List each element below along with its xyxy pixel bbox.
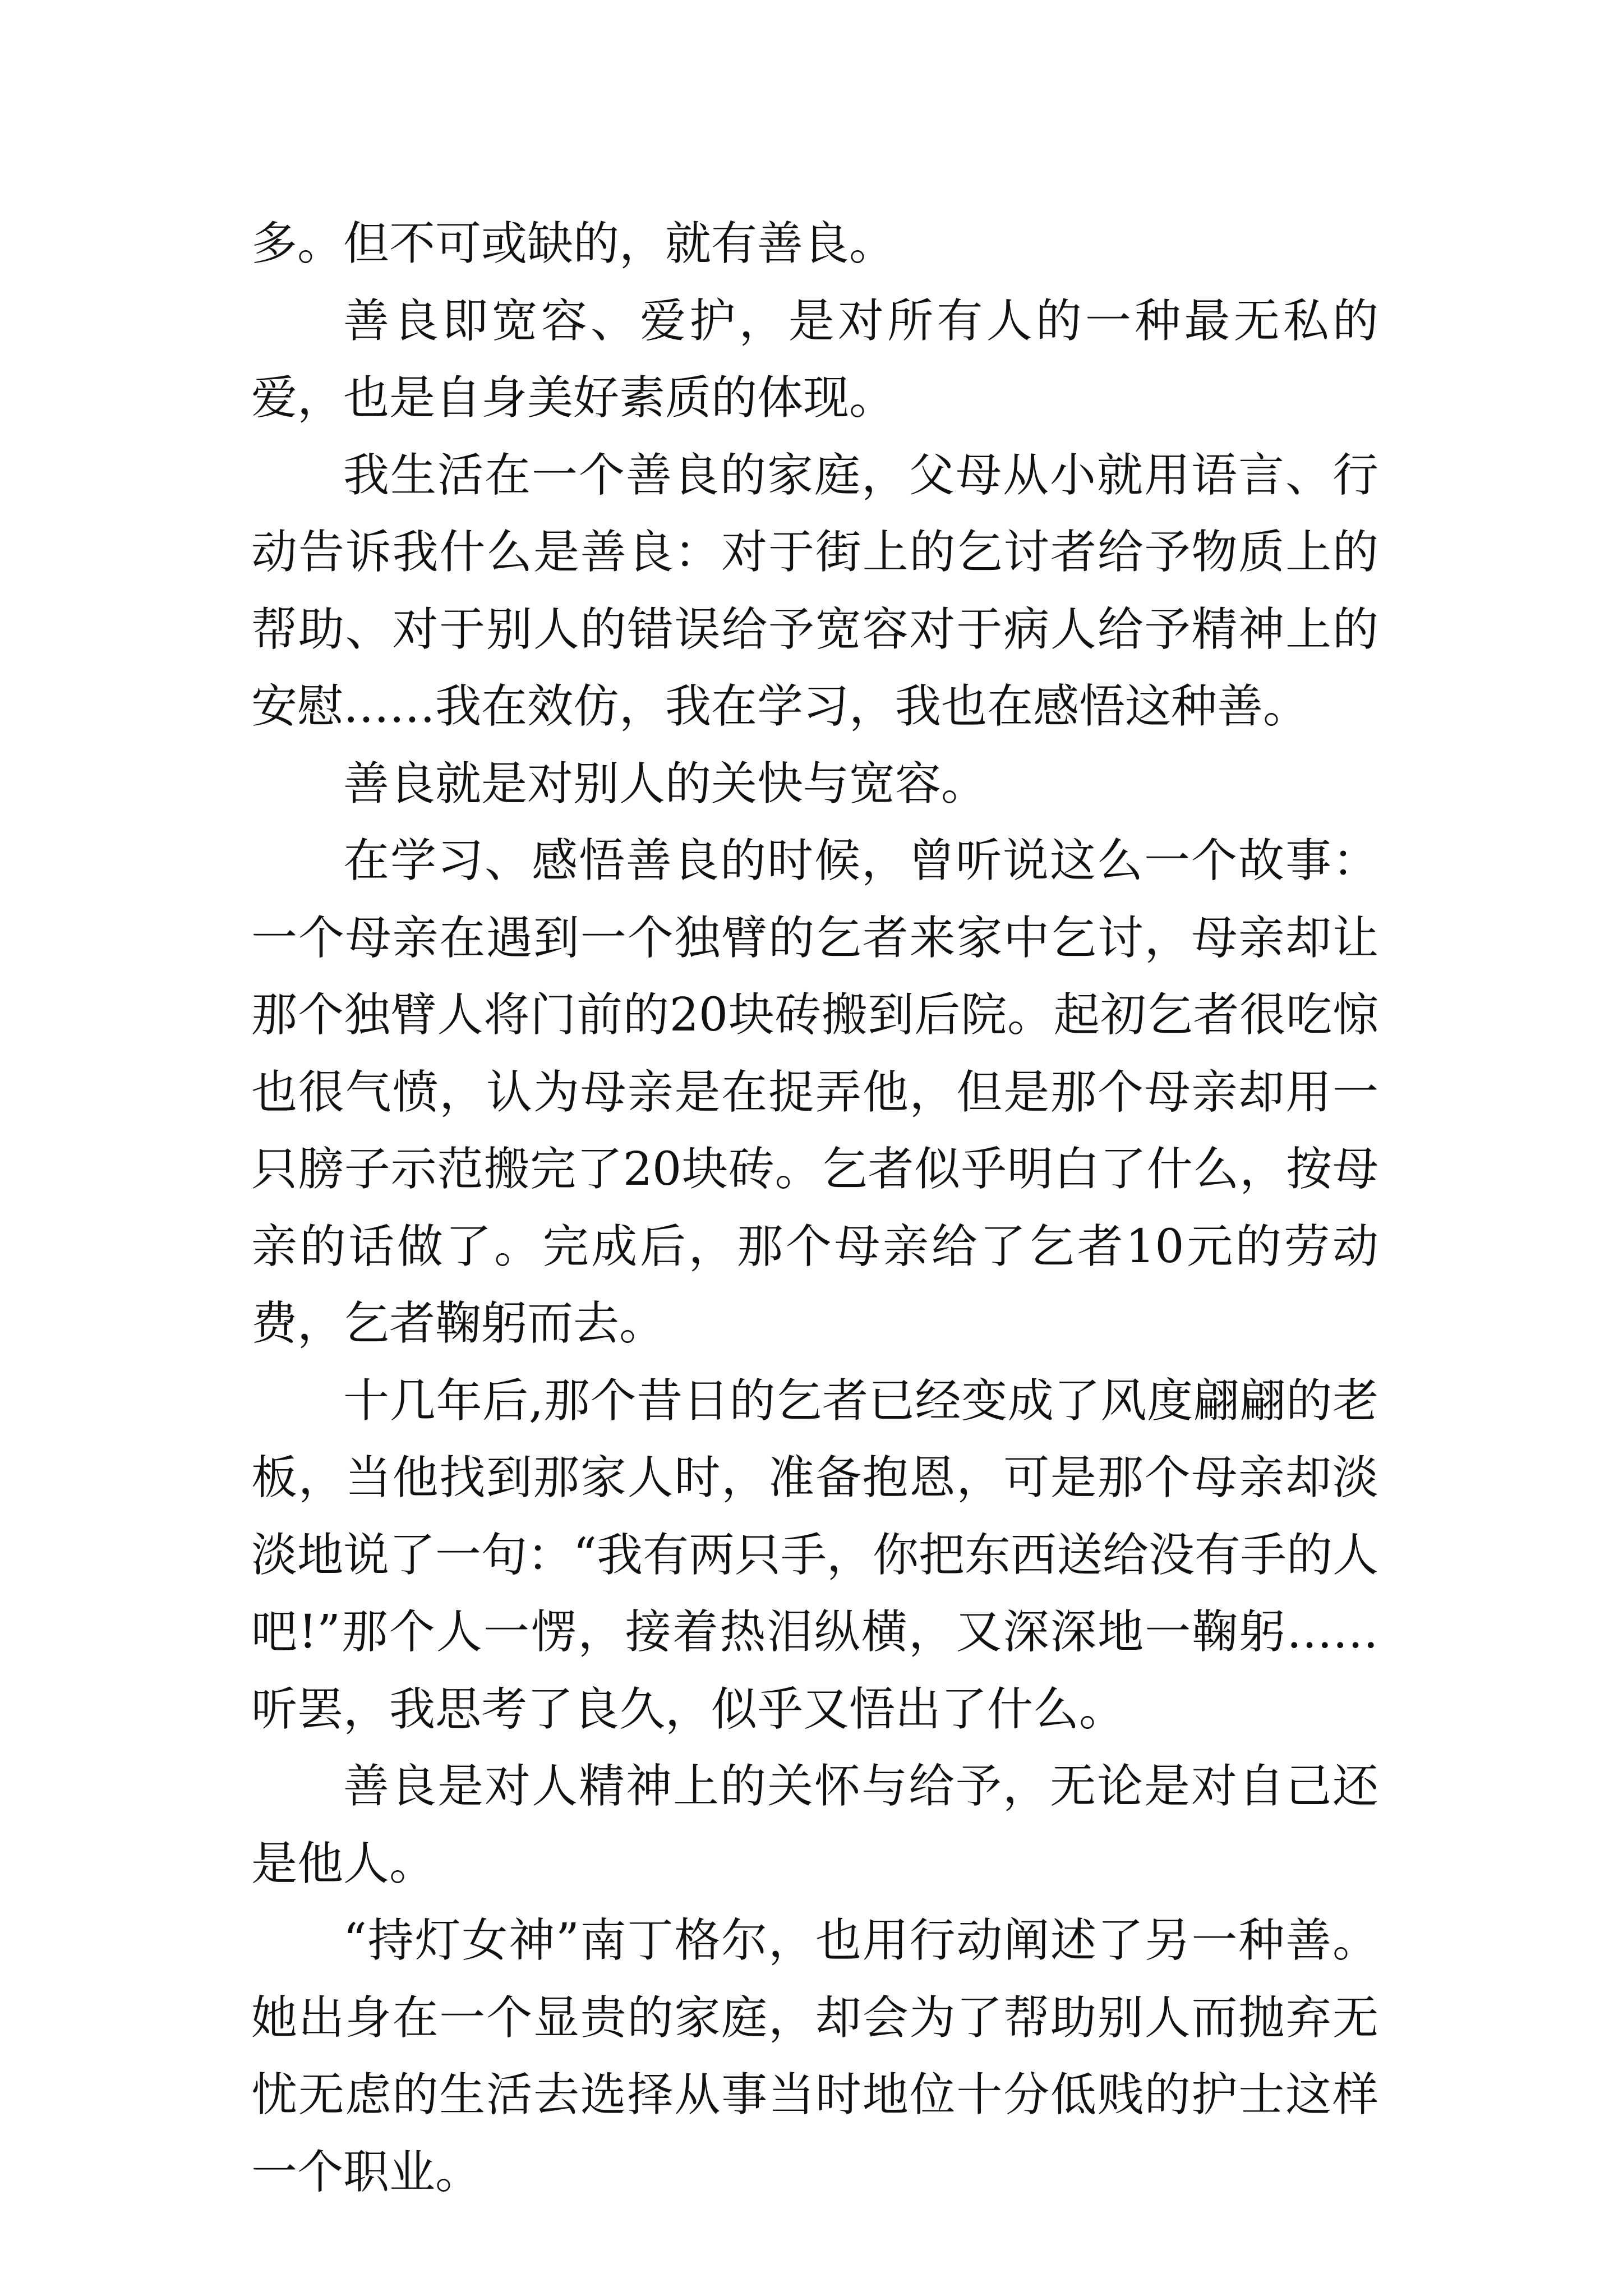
paragraph: 十几年后,那个昔日的乞者已经变成了风度翩翩的老板，当他找到那家人时，准备抱恩，可是那个母亲却淡淡地说了一句：“我有两只手，你把东西送给没有手的人吧!”那个人一愣，接着热泪纵横，又深深地一鞠躬……听罢，我思考了良久，似乎又悟出了什么。 [251,1374,1378,1736]
paragraph: 在学习、感悟善良的时候，曾听说这么一个故事：一个母亲在遇到一个独臂的乞者来家中乞讨，母亲却让那个独臂人将门前的20块砖搬到后院。起初乞者很吃惊也很气愤，认为母亲是在捉弄他，但是那个母亲却用一只膀子示范搬完了20块砖。乞者似乎明白了什么，按母亲的话做了。完成后，那个母亲给了乞者10元的劳动费，乞者鞠躬而去。 [251,834,1378,1350]
paragraph: “持灯女神”南丁格尔，也用行动阐述了另一种善。她出身在一个显贵的家庭，却会为了帮助别人而抛弃无忧无虑的生活去选择从事当时地位十分低贱的护士这样一个职业。 [251,1914,1378,2199]
body-text [251,205,1378,2211]
paragraph: 我生活在一个善良的家庭，父母从小就用语言、行动告诉我什么是善良：对于街上的乞讨者给予物质上的帮助、对于别人的错误给予宽容对于病人给予精神上的安慰……我在效仿，我在学习，我也在感悟这种善。 [251,448,1378,733]
paragraph: 善良即宽容、爱护，是对所有人的一种最无私的爱，也是自身美好素质的体现。 [251,294,1378,425]
paragraph-continued: 多。但不可或缺的，就有善良。 [251,217,896,270]
paragraph: 善良就是对别人的关快与宽容。 [343,757,988,811]
paragraph: 善良是对人精神上的关怀与给予，无论是对自己还是他人。 [251,1760,1378,1890]
